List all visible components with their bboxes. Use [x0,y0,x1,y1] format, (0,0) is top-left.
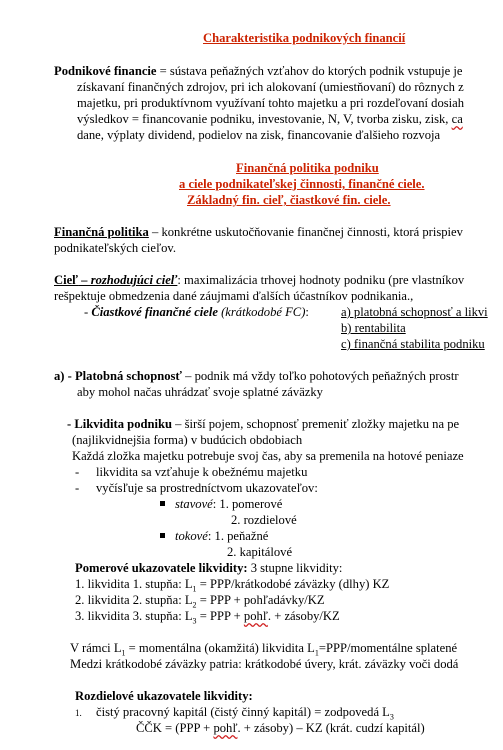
text: . + zásoby) – KZ (krát. cudzí kapitál) [237,721,425,735]
page-title: Charakteristika podnikových financií [203,31,406,45]
text: 1 [121,648,126,658]
paragraph-line: Každá zložka majetku potrebuje svoj čas, aby sa premenila na hotové peniaze [72,449,464,463]
text: . + zásoby/KZ [267,609,340,623]
text: ČČK = (PPP + [136,721,214,735]
bullet-stavove [160,496,282,512]
paragraph-line: dane, výplaty dividend, podielov na zisk, financovanie ďalšieho rozvoja [77,128,441,142]
paragraph-podnikove-financie-line-1 [54,63,462,79]
text: 2. likvidita 2. stupňa: L [75,593,193,607]
paragraph-line: aby mohol načas uhrádzať svoje splatné záväzky [77,385,323,399]
cck-formula [136,720,425,736]
term-ciel: Cieľ [54,273,79,287]
list-item-financna-stabilita: c) finančná stabilita podniku [341,337,485,351]
term-rozhodujuci-ciel: – rozhodujúci cieľ [78,273,178,287]
vramci-line-1 [70,640,457,656]
text: : [305,305,309,319]
text: : maximalizácia trhovej hodnoty podniku (pre vlastníkov [177,273,465,287]
paragraph-line: majetku, pri produktívnom využívaní tohto majetku a pri rozdeľovaní dosiah [77,96,465,110]
likvidita-row-2 [75,592,325,608]
text: – konkrétne uskutočňovanie finančnej činnosti, ktorá prispiev [148,225,463,239]
pomerove-heading [75,560,342,576]
sub-item: 2. rozdielové [231,513,297,527]
text: tokové [175,529,208,543]
term-ciastkove-ciele: Čiastkové finančné ciele [91,305,218,319]
paragraph-likvidita [67,416,459,432]
text: (krátkodobé FC) [217,305,306,319]
section-heading-line-3: Základný fin. cieľ, čiastkové fin. ciele. [187,193,391,207]
term-likvidita-podniku: Likvidita podniku [74,417,173,431]
dash-item: - vyčísľuje sa prostredníctvom ukazovateľov: [75,481,318,495]
text: 1. [75,708,82,718]
text: 2 [192,600,197,610]
text: 1 [192,584,197,594]
text: 3 stupne likvidity: [247,561,343,575]
term-platobna-schopnost: Platobná schopnosť [74,369,182,383]
term-podnikove-financie: Podnikové financie [54,64,157,78]
section-heading-line-2: a ciele podnikateľskej činnosti, finančné ciele. [179,177,425,191]
term-financna-politika: Finančná politika [54,225,149,239]
text: 3 [192,616,197,626]
paragraph-line: podnikateľských cieľov. [54,241,177,255]
paragraph-ciel [54,272,464,288]
paragraph-line: rešpektuje obmedzenia dané záujmami ďalších účastníkov podnikania., [54,289,414,303]
text: 1. likvidita 1. stupňa: L [75,577,193,591]
paragraph-line: (najlikvidnejšia forma) v budúcich obdobiach [72,433,303,447]
text: =PPP/momentálne splatené [318,641,458,655]
section-heading-line-1: Finančná politika podniku [236,161,379,175]
vramci-line-2: Medzi krátkodobé záväzky patria: krátkodobé úvery, krát. záväzky voči dodá [70,657,459,671]
text: – podnik má vždy toľko pohotových peňažných prostr [181,369,459,383]
text: stavové [175,497,213,511]
text: : 1. peňažné [207,529,269,543]
text: 1 [314,648,319,658]
sub-item: 2. kapitálové [227,545,293,559]
text: pohľ [243,609,268,623]
text: = PPP + pohľadávky/KZ [196,593,325,607]
text: čistý pracovný kapitál (čistý činný kapitál) = zodpovedá L [96,705,390,719]
text: - [84,305,92,319]
text: = PPP + [196,609,244,623]
text: vyčísľuje sa prostredníctvom ukazovateľov: [96,481,318,495]
text: 3 [389,712,394,722]
text: pohľ [213,721,238,735]
likvidita-row-3 [75,608,340,624]
text: likvidita sa vzťahuje k obežnému majetku [96,465,308,479]
ciastkove-ciele-line [84,304,309,320]
text: = sústava peňažných vzťahov do ktorých podnik vstupuje je [156,64,463,78]
text: - [67,417,75,431]
list-item-platobna-schopnost: a) platobná schopnosť a likvi [341,305,488,319]
text: 3. likvidita 3. stupňa: L [75,609,193,623]
paragraph-line: získavaní finančných zdrojov, pri ich alokovaní (umiestňovaní) do rôznych z [77,80,464,94]
paragraph-financna-politika [54,224,463,240]
paragraph-line [77,111,463,127]
paragraph-platobna-schopnost [54,368,459,384]
rozdielove-row-1 [75,704,394,721]
bullet-square-icon [160,533,165,538]
rozdielove-heading: Rozdielové ukazovatele likvidity: [75,689,253,703]
text: V rámci L [70,641,122,655]
bullet-tokove [160,528,268,544]
dash-item: - likvidita sa vzťahuje k obežnému majetku [75,465,308,479]
text: = PPP/krátkodobé záväzky (dlhy) KZ [196,577,390,591]
bullet-square-icon [160,501,165,506]
likvidita-row-1 [75,576,389,592]
text: Pomerové ukazovatele likvidity: [75,561,248,575]
text: ca [451,112,463,126]
text: = momentálna (okamžitá) likvidita L [125,641,315,655]
text: : 1. pomerové [212,497,283,511]
list-item-rentabilita: b) rentabilita [341,321,406,335]
text: – širší pojem, schopnosť premeniť zložky majetku na pe [172,417,460,431]
text: a) - [54,369,75,383]
text: výsledkov = financovanie podniku, investovanie, N, V, tvorba zisku, zisk, [77,112,452,126]
